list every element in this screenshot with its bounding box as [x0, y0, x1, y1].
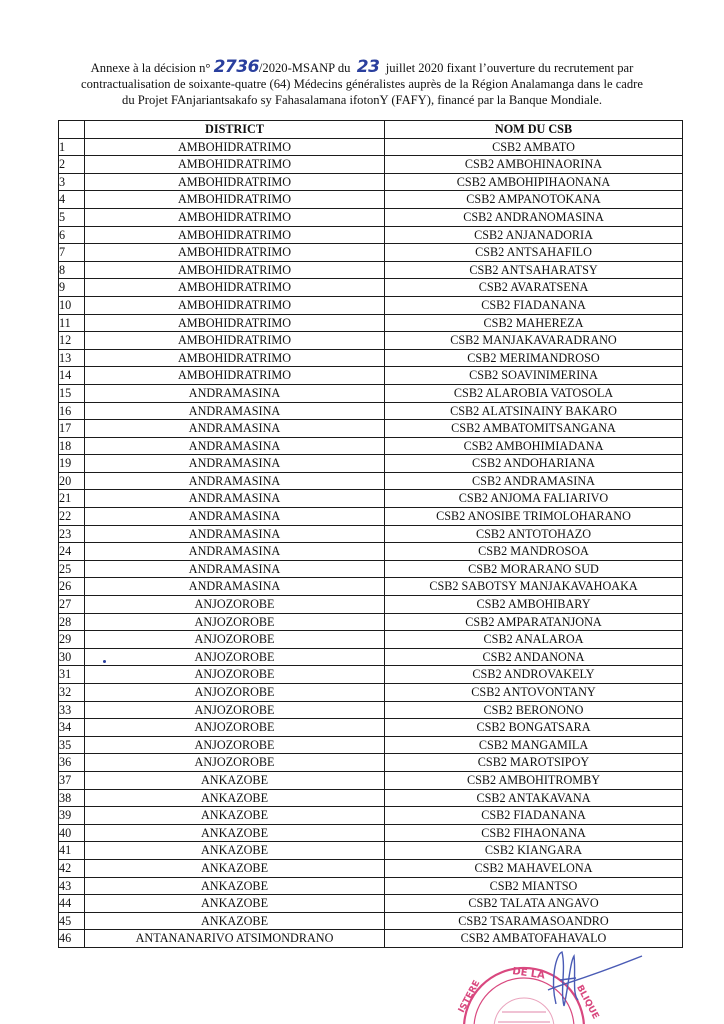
row-number: 25: [59, 560, 85, 578]
header-line-2: contractualisation de soixante-quatre (64) Médecins généralistes auprès de la Région Analamanga dans le cadre: [81, 77, 643, 91]
table-row: [59, 261, 683, 279]
row-district: AMBOHIDRATRIMO: [85, 156, 385, 174]
row-district: ANJOZOROBE: [85, 631, 385, 649]
row-number: 37: [59, 771, 85, 789]
row-csb-name: CSB2 ANTOVONTANY: [385, 684, 683, 702]
table-row: [59, 771, 683, 789]
row-district: AMBOHIDRATRIMO: [85, 279, 385, 297]
row-district: ANKAZOBE: [85, 771, 385, 789]
table-body: [59, 138, 683, 947]
row-district: AMBOHIDRATRIMO: [85, 191, 385, 209]
row-csb-name: CSB2 AMBOHIBARY: [385, 596, 683, 614]
table-row: [59, 525, 683, 543]
row-district: AMBOHIDRATRIMO: [85, 244, 385, 262]
row-csb-name: CSB2 SOAVINIMERINA: [385, 367, 683, 385]
csb-table: [58, 120, 683, 948]
row-number: 35: [59, 736, 85, 754]
table-row: [59, 684, 683, 702]
row-number: 43: [59, 877, 85, 895]
row-number: 10: [59, 296, 85, 314]
table-row: [59, 824, 683, 842]
document-header: [40, 57, 684, 108]
row-number: 41: [59, 842, 85, 860]
table-row: [59, 807, 683, 825]
row-number: 40: [59, 824, 85, 842]
row-district: ANJOZOROBE: [85, 754, 385, 772]
row-district: ANKAZOBE: [85, 807, 385, 825]
row-number: 30: [59, 648, 85, 666]
row-number: 36: [59, 754, 85, 772]
row-number: 6: [59, 226, 85, 244]
row-csb-name: CSB2 AMBATOFAHAVALO: [385, 930, 683, 948]
row-csb-name: CSB2 AMBOHITROMBY: [385, 771, 683, 789]
row-csb-name: CSB2 AMBOHINAORINA: [385, 156, 683, 174]
row-number: 7: [59, 244, 85, 262]
header-mid: /2020-MSANP du: [258, 61, 351, 75]
row-csb-name: CSB2 MAHAVELONA: [385, 859, 683, 877]
table-row: [59, 754, 683, 772]
row-csb-name: CSB2 ANDOHARIANA: [385, 455, 683, 473]
row-number: 27: [59, 596, 85, 614]
row-district: ANDRAMASINA: [85, 455, 385, 473]
row-district: ANDRAMASINA: [85, 384, 385, 402]
row-csb-name: CSB2 MAROTSIPOY: [385, 754, 683, 772]
row-district: ANKAZOBE: [85, 824, 385, 842]
row-csb-name: CSB2 ANTOTOHAZO: [385, 525, 683, 543]
row-csb-name: CSB2 ANJOMA FALIARIVO: [385, 490, 683, 508]
row-number: 5: [59, 208, 85, 226]
handwritten-decision-number: 2736: [213, 57, 259, 77]
row-district: AMBOHIDRATRIMO: [85, 349, 385, 367]
row-csb-name: CSB2 ANTSAHAFILO: [385, 244, 683, 262]
row-district: ANDRAMASINA: [85, 420, 385, 438]
row-number: 3: [59, 173, 85, 191]
row-district: ANKAZOBE: [85, 789, 385, 807]
table-row: [59, 596, 683, 614]
table-row: [59, 173, 683, 191]
row-number: 16: [59, 402, 85, 420]
row-district: AMBOHIDRATRIMO: [85, 314, 385, 332]
row-number: 22: [59, 508, 85, 526]
table-row: [59, 296, 683, 314]
row-number: 4: [59, 191, 85, 209]
row-csb-name: CSB2 MANJAKAVARADRANO: [385, 332, 683, 350]
table-row: [59, 349, 683, 367]
table-row: [59, 631, 683, 649]
row-number: 38: [59, 789, 85, 807]
seal-text-left: ISTERE: [457, 978, 483, 1015]
row-number: 28: [59, 613, 85, 631]
row-number: 31: [59, 666, 85, 684]
row-csb-name: CSB2 FIHAONANA: [385, 824, 683, 842]
row-number: 12: [59, 332, 85, 350]
table-row: [59, 367, 683, 385]
row-district: AMBOHIDRATRIMO: [85, 208, 385, 226]
table-row: [59, 138, 683, 156]
row-district: ANJOZOROBE: [85, 648, 385, 666]
row-csb-name: CSB2 ANALAROA: [385, 631, 683, 649]
table-row: [59, 437, 683, 455]
seal-text-top: DE LA: [511, 966, 546, 982]
table-row: [59, 719, 683, 737]
table-row: [59, 472, 683, 490]
table-row: [59, 314, 683, 332]
row-district: ANJOZOROBE: [85, 613, 385, 631]
row-number: 46: [59, 930, 85, 948]
table-row: [59, 701, 683, 719]
row-csb-name: CSB2 MORARANO SUD: [385, 560, 683, 578]
row-district: ANDRAMASINA: [85, 402, 385, 420]
row-number: 19: [59, 455, 85, 473]
row-csb-name: CSB2 TSARAMASOANDRO: [385, 912, 683, 930]
row-district: AMBOHIDRATRIMO: [85, 332, 385, 350]
table-row: [59, 191, 683, 209]
row-number: 14: [59, 367, 85, 385]
row-csb-name: CSB2 FIADANANA: [385, 807, 683, 825]
row-csb-name: CSB2 AMBATOMITSANGANA: [385, 420, 683, 438]
row-csb-name: CSB2 ANJANADORIA: [385, 226, 683, 244]
row-district: ANDRAMASINA: [85, 543, 385, 561]
ink-dot: [103, 660, 106, 663]
row-csb-name: CSB2 ALATSINAINY BAKARO: [385, 402, 683, 420]
row-csb-name: CSB2 SABOTSY MANJAKAVAHOAKA: [385, 578, 683, 596]
handwritten-day: 23: [356, 57, 380, 77]
table-row: [59, 912, 683, 930]
row-district: ANJOZOROBE: [85, 596, 385, 614]
row-district: ANJOZOROBE: [85, 736, 385, 754]
row-csb-name: CSB2 AMPARATANJONA: [385, 613, 683, 631]
header-line1-end: juillet 2020 fixant l’ouverture du recrutement par: [385, 61, 634, 75]
row-district: ANJOZOROBE: [85, 719, 385, 737]
row-number: 21: [59, 490, 85, 508]
row-csb-name: CSB2 BERONONO: [385, 701, 683, 719]
table-row: [59, 156, 683, 174]
row-number: 32: [59, 684, 85, 702]
row-number: 23: [59, 525, 85, 543]
table-row: [59, 859, 683, 877]
row-number: 2: [59, 156, 85, 174]
row-district: ANJOZOROBE: [85, 701, 385, 719]
table-row: [59, 226, 683, 244]
row-district: ANDRAMASINA: [85, 525, 385, 543]
row-csb-name: CSB2 MIANTSO: [385, 877, 683, 895]
table-row: [59, 543, 683, 561]
table-row: [59, 648, 683, 666]
row-number: 45: [59, 912, 85, 930]
row-csb-name: CSB2 AVARATSENA: [385, 279, 683, 297]
table-row: [59, 208, 683, 226]
row-number: 17: [59, 420, 85, 438]
row-number: 39: [59, 807, 85, 825]
signature-icon: [548, 952, 642, 1006]
row-csb-name: CSB2 AMBOHIPIHAONANA: [385, 173, 683, 191]
row-number: 11: [59, 314, 85, 332]
table-row: [59, 613, 683, 631]
row-district: ANDRAMASINA: [85, 508, 385, 526]
row-number: 44: [59, 895, 85, 913]
row-csb-name: CSB2 BONGATSARA: [385, 719, 683, 737]
table-row: [59, 384, 683, 402]
row-district: ANDRAMASINA: [85, 578, 385, 596]
table-row: [59, 560, 683, 578]
table-row: [59, 508, 683, 526]
row-district: ANDRAMASINA: [85, 560, 385, 578]
table-row: [59, 736, 683, 754]
header-line-3: du Projet FAnjariantsakafo sy Fahasalamana ifotonY (FAFY), financé par la Banque Mondiale.: [122, 93, 602, 107]
row-district: ANKAZOBE: [85, 859, 385, 877]
row-csb-name: CSB2 MERIMANDROSO: [385, 349, 683, 367]
row-csb-name: CSB2 AMPANOTOKANA: [385, 191, 683, 209]
row-number: 26: [59, 578, 85, 596]
row-number: 42: [59, 859, 85, 877]
table-row: [59, 420, 683, 438]
row-csb-name: CSB2 ANDRAMASINA: [385, 472, 683, 490]
row-number: 33: [59, 701, 85, 719]
row-district: ANDRAMASINA: [85, 490, 385, 508]
row-district: AMBOHIDRATRIMO: [85, 226, 385, 244]
row-number: 18: [59, 437, 85, 455]
row-csb-name: CSB2 ANTAKAVANA: [385, 789, 683, 807]
table-row: [59, 490, 683, 508]
row-csb-name: CSB2 KIANGARA: [385, 842, 683, 860]
row-district: ANKAZOBE: [85, 895, 385, 913]
row-csb-name: CSB2 ALAROBIA VATOSOLA: [385, 384, 683, 402]
row-csb-name: CSB2 ANDANONA: [385, 648, 683, 666]
row-csb-name: CSB2 MANGAMILA: [385, 736, 683, 754]
row-district: ANJOZOROBE: [85, 684, 385, 702]
table-row: [59, 244, 683, 262]
row-csb-name: CSB2 ANDRANOMASINA: [385, 208, 683, 226]
row-number: 24: [59, 543, 85, 561]
row-district: AMBOHIDRATRIMO: [85, 261, 385, 279]
row-number: 20: [59, 472, 85, 490]
row-district: ANKAZOBE: [85, 877, 385, 895]
row-district: ANDRAMASINA: [85, 472, 385, 490]
row-csb-name: CSB2 FIADANANA: [385, 296, 683, 314]
table-row: [59, 402, 683, 420]
col-header-number: [59, 121, 85, 139]
table-row: [59, 842, 683, 860]
row-district: ANKAZOBE: [85, 842, 385, 860]
row-csb-name: CSB2 MANDROSOA: [385, 543, 683, 561]
row-number: 29: [59, 631, 85, 649]
table-row: [59, 895, 683, 913]
row-csb-name: CSB2 AMBATO: [385, 138, 683, 156]
header-line-1: [40, 57, 684, 77]
row-district: ANDRAMASINA: [85, 437, 385, 455]
row-district: AMBOHIDRATRIMO: [85, 367, 385, 385]
row-csb-name: CSB2 TALATA ANGAVO: [385, 895, 683, 913]
table-row: [59, 930, 683, 948]
row-district: AMBOHIDRATRIMO: [85, 296, 385, 314]
row-csb-name: CSB2 MAHEREZA: [385, 314, 683, 332]
table-header-row: [59, 121, 683, 139]
row-district: ANTANANARIVO ATSIMONDRANO: [85, 930, 385, 948]
row-csb-name: CSB2 ANTSAHARATSY: [385, 261, 683, 279]
table-row: [59, 666, 683, 684]
table-row: [59, 789, 683, 807]
seal-icon: [457, 966, 600, 1024]
official-stamp: [452, 950, 652, 1024]
row-district: AMBOHIDRATRIMO: [85, 138, 385, 156]
table-row: [59, 578, 683, 596]
table-row: [59, 332, 683, 350]
row-number: 34: [59, 719, 85, 737]
row-csb-name: CSB2 ANOSIBE TRIMOLOHARANO: [385, 508, 683, 526]
table-row: [59, 877, 683, 895]
table-row: [59, 455, 683, 473]
col-header-csb: NOM DU CSB: [385, 121, 683, 139]
row-district: AMBOHIDRATRIMO: [85, 173, 385, 191]
row-number: 8: [59, 261, 85, 279]
seal-text-right: BLIQUE: [574, 983, 601, 1021]
header-prefix: Annexe à la décision n°: [90, 61, 211, 75]
col-header-district: DISTRICT: [85, 121, 385, 139]
row-csb-name: CSB2 AMBOHIMIADANA: [385, 437, 683, 455]
row-csb-name: CSB2 ANDROVAKELY: [385, 666, 683, 684]
row-number: 9: [59, 279, 85, 297]
table-row: [59, 279, 683, 297]
row-number: 13: [59, 349, 85, 367]
row-district: ANKAZOBE: [85, 912, 385, 930]
row-district: ANJOZOROBE: [85, 666, 385, 684]
row-number: 15: [59, 384, 85, 402]
row-number: 1: [59, 138, 85, 156]
